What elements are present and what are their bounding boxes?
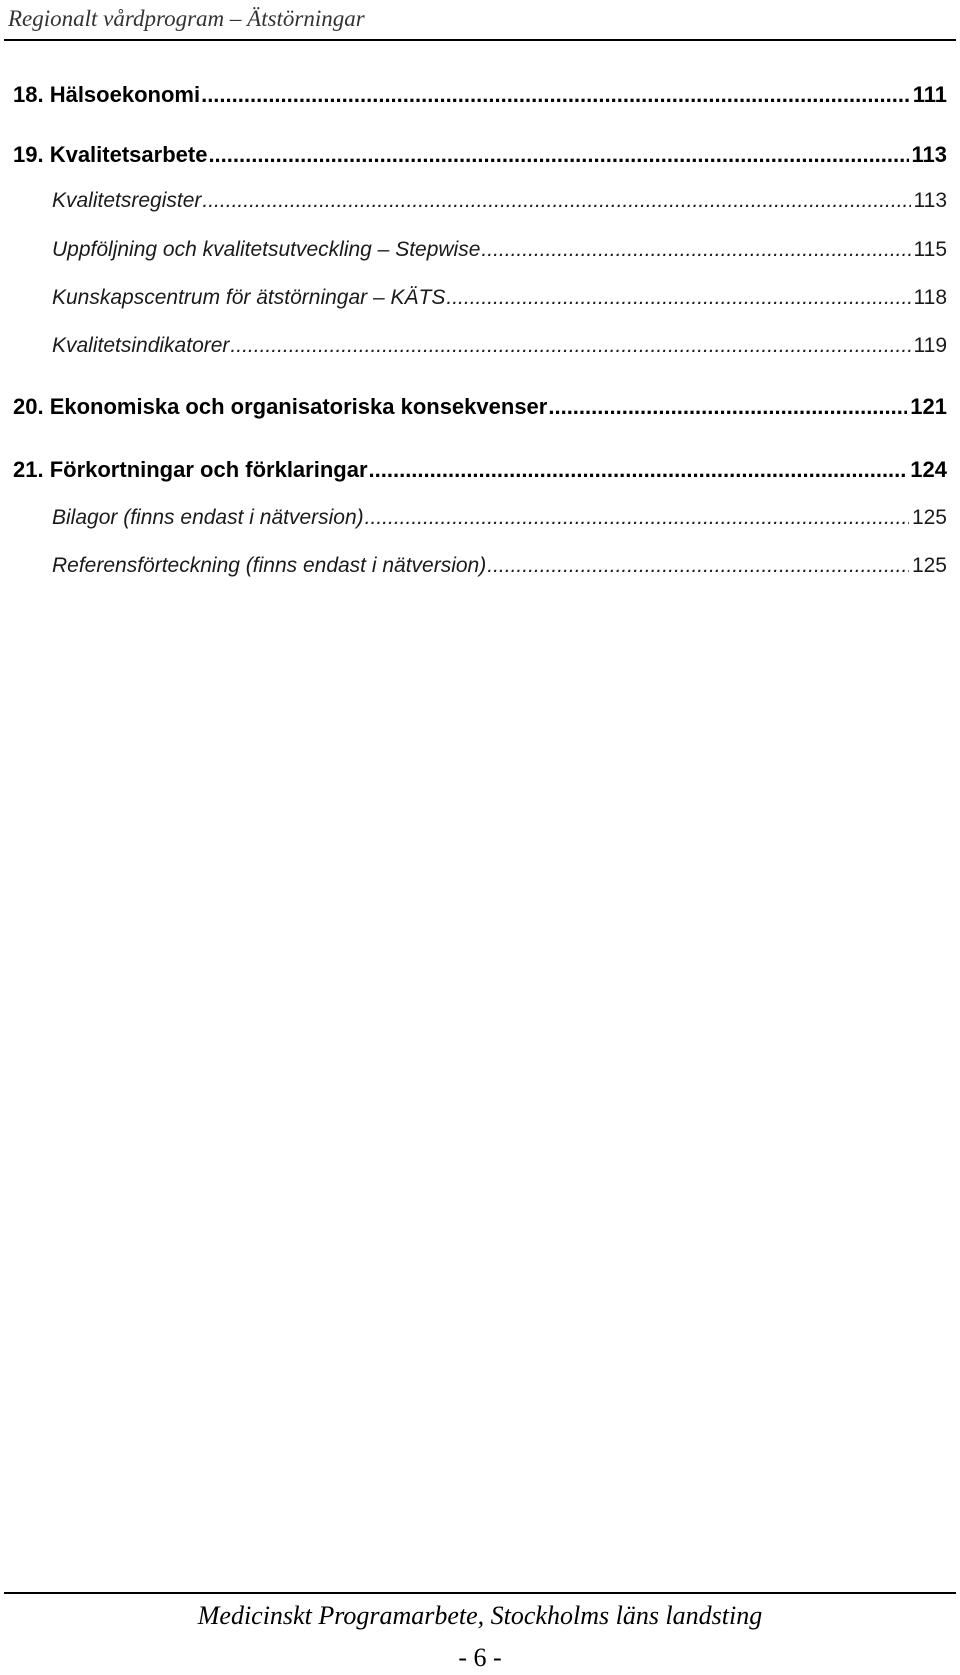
toc-dot-leader	[365, 503, 909, 533]
toc-dot-leader	[201, 80, 910, 110]
toc-entry-referensforteckning[interactable]	[52, 551, 947, 581]
toc-entry-stepwise[interactable]	[52, 235, 947, 265]
toc-entry-title: Referensförteckning (finns endast i nätversion)	[52, 554, 487, 577]
running-footer: Medicinskt Programarbete, Stockholms läns landsting	[197, 1601, 763, 1630]
toc-page-number: 113	[913, 189, 947, 212]
toc-entry-chapter-20[interactable]	[13, 392, 947, 422]
toc-entry-title: Kvalitetsindikatorer	[52, 334, 230, 357]
toc-page-number: 121	[910, 394, 947, 419]
running-header: Regionalt vårdprogram – Ätstörningar	[8, 6, 365, 31]
toc-entry-chapter-19[interactable]	[13, 140, 947, 170]
toc-dot-leader	[202, 186, 910, 216]
toc-dot-leader	[369, 455, 908, 485]
toc-page-number: 118	[913, 286, 947, 309]
toc-dot-leader	[481, 235, 910, 265]
toc-page-number: 119	[913, 334, 947, 357]
toc-dot-leader	[208, 140, 908, 170]
toc-entry-title: 18. Hälsoekonomi	[13, 82, 201, 107]
toc-dot-leader	[446, 283, 910, 313]
page-number: - 6 -	[458, 1643, 502, 1672]
toc-entry-title: Bilagor (finns endast i nätversion)	[52, 506, 364, 529]
toc-entry-kvalitetsindikatorer[interactable]	[52, 331, 947, 361]
toc-entry-title: Uppföljning och kvalitetsutveckling – Stepwise	[52, 238, 481, 261]
toc-page-number: 125	[911, 554, 947, 577]
toc-dot-leader	[230, 331, 910, 361]
toc-page-number: 115	[913, 238, 947, 261]
toc-entry-title: 21. Förkortningar och förklaringar	[13, 457, 368, 482]
toc-entry-title: Kvalitetsregister	[52, 189, 202, 212]
toc-entry-chapter-21[interactable]	[13, 455, 947, 485]
toc-entry-chapter-18[interactable]	[13, 80, 947, 110]
toc-entry-kvalitetsregister[interactable]	[52, 186, 947, 216]
toc-entry-title: 19. Kvalitetsarbete	[13, 142, 208, 167]
footer-divider	[4, 1592, 956, 1594]
toc-entry-title: 20. Ekonomiska och organisatoriska konsekvenser	[13, 394, 548, 419]
toc-entry-title: Kunskapscentrum för ätstörningar – KÄTS	[52, 286, 446, 309]
table-of-contents	[0, 0, 960, 700]
toc-dot-leader	[548, 392, 907, 422]
toc-entry-bilagor[interactable]	[52, 503, 947, 533]
toc-page-number: 125	[911, 506, 947, 529]
toc-page-number: 111	[912, 82, 947, 107]
toc-page-number: 113	[911, 142, 947, 167]
toc-dot-leader	[487, 551, 909, 581]
toc-entry-kats[interactable]	[52, 283, 947, 313]
toc-page-number: 124	[910, 457, 947, 482]
